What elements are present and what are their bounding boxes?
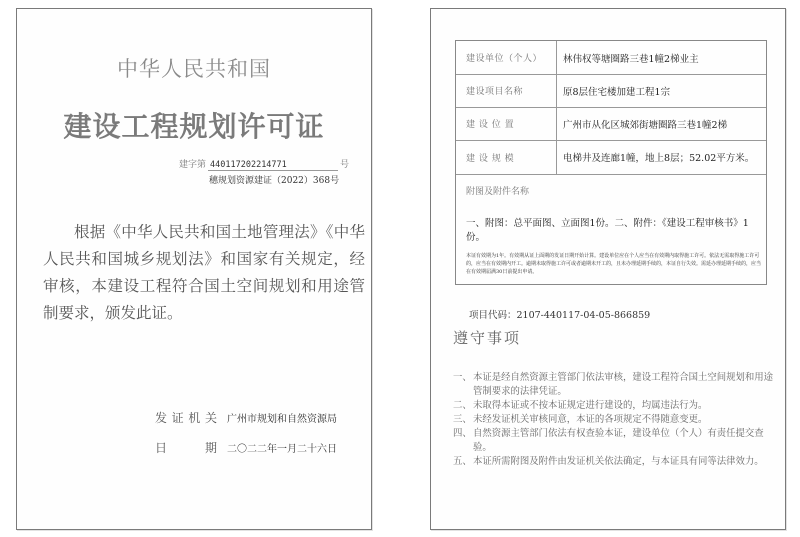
rule-text: 未取得本证或不按本证规定进行建设的，均属违法行为。 bbox=[473, 400, 708, 411]
list-item bbox=[453, 371, 777, 399]
attachments-text: 一、附图：总平面图、立面图1份。二、附件：《建设工程审核书》1份。 bbox=[466, 218, 749, 243]
country-name: 中华人民共和国 bbox=[117, 57, 271, 81]
rule-number: 一、 bbox=[453, 372, 472, 383]
field-value-project-name: 原8层住宅楼加建工程1宗 bbox=[563, 86, 671, 98]
field-value-scale: 电梯井及连廊1幢，地上8层；52.02平方米。 bbox=[563, 153, 755, 164]
table-row bbox=[456, 107, 766, 141]
table-row bbox=[456, 74, 766, 108]
field-value-location: 广州市从化区城郊街塘圈路三巷1幢2梯 bbox=[563, 119, 728, 131]
field-label-project-name: 建设项目名称 bbox=[456, 74, 557, 107]
field-label-location: 建 设 位 置 bbox=[456, 107, 557, 140]
certificate-number-suffix: 号 bbox=[340, 160, 350, 170]
certificate-title: 建设工程规划许可证 bbox=[63, 110, 325, 143]
issuer-label: 发证机关 bbox=[155, 411, 217, 425]
field-label-builder: 建设单位（个人） bbox=[456, 41, 557, 74]
certificate-number-line bbox=[179, 157, 349, 171]
certificate-detail-page bbox=[430, 8, 786, 530]
rule-number: 三、 bbox=[453, 414, 472, 425]
declaration-text: 根据《中华人民共和国土地管理法》《中华人民共和国城乡规划法》和国家有关规定，经审核，本建设工程符合国土空间规划和用途管制要求，颁发此证。 bbox=[43, 223, 365, 322]
project-info-table bbox=[455, 40, 767, 285]
field-label-scale: 建 设 规 模 bbox=[456, 140, 557, 174]
list-item bbox=[453, 413, 777, 427]
rule-number: 五、 bbox=[453, 456, 472, 467]
certificate-number-prefix: 建字第 bbox=[179, 160, 207, 170]
issuer-row bbox=[155, 407, 337, 426]
date-row bbox=[155, 437, 337, 456]
issuer-value: 广州市规划和自然资源局 bbox=[227, 414, 337, 425]
project-code: 项目代码：2107-440117-04-05-866859 bbox=[469, 310, 651, 321]
table-row bbox=[456, 140, 766, 175]
rules-list bbox=[453, 371, 777, 469]
list-item bbox=[453, 427, 777, 455]
field-value-builder: 林伟权等塘圈路三巷1幢2梯业主 bbox=[563, 53, 699, 65]
date-value: 二〇二二年一月二十六日 bbox=[227, 444, 337, 455]
certificate-sub-number: 穗规划资源建证（2022）368号 bbox=[209, 176, 340, 186]
rule-number: 四、 bbox=[453, 428, 472, 439]
rule-text: 本证是经自然资源主管部门依法审核，建设工程符合国土空间规划和用途管制要求的法律凭证。 bbox=[473, 372, 774, 397]
date-label: 日 期 bbox=[155, 441, 217, 455]
certificate-number-value: 440117202214771 bbox=[208, 160, 338, 171]
table-row bbox=[456, 41, 766, 75]
list-item bbox=[453, 455, 777, 469]
attachments-label: 附图及附件名称 bbox=[466, 187, 530, 197]
rule-text: 本证所需附图及附件由发证机关依法确定，与本证具有同等法律效力。 bbox=[473, 456, 764, 467]
rule-text: 未经发证机关审核同意，本证的各项规定不得随意变更。 bbox=[473, 414, 708, 425]
rules-title: 遵守事项 bbox=[453, 329, 522, 347]
list-item bbox=[453, 399, 777, 413]
rule-text: 自然资源主管部门依法有权查验本证，建设单位（个人）有责任提交查验。 bbox=[473, 428, 764, 453]
rule-number: 二、 bbox=[453, 400, 472, 411]
validity-note: 本证有效期为1年。有效期从证上面期的发证日期开始计算。建设单位应在个人应当在有效期内取得施工许可。依法无需取得施工许可的，应当在有效期内开工。逾期未取得施工许可或者逾期未开工的，且未办理延期手续的，本证自行失效。需延办理延期手续的，应当在有效期届满30日前提出申请。 bbox=[466, 253, 762, 275]
certificate-cover-page bbox=[16, 8, 372, 530]
